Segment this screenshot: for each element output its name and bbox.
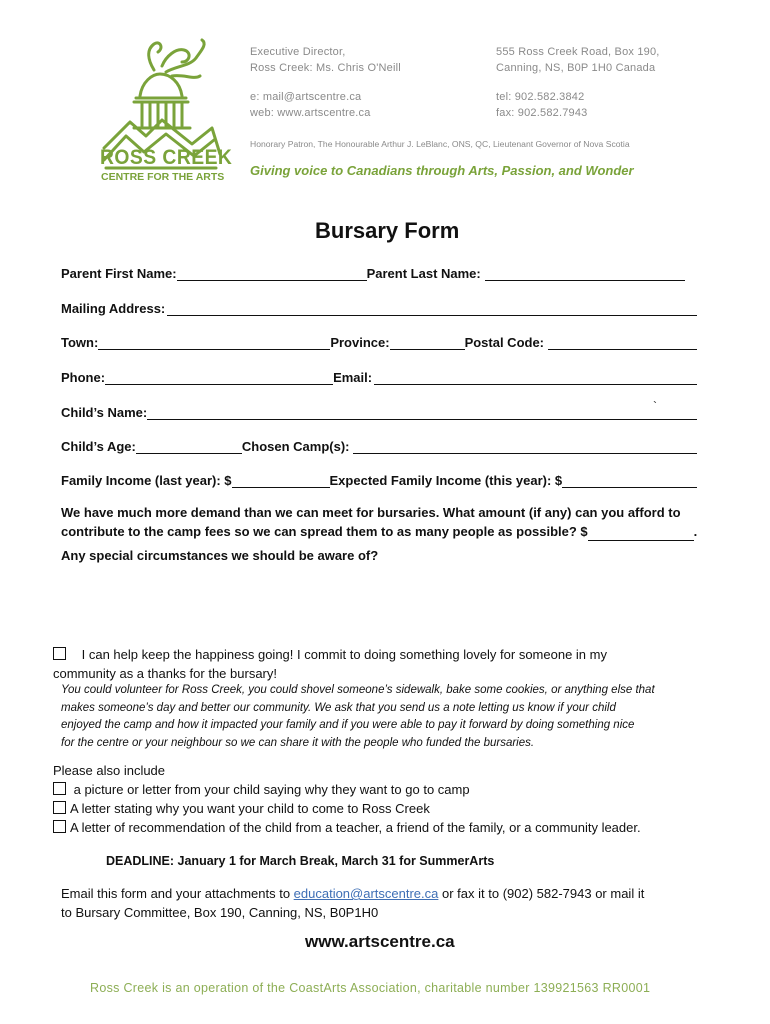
footer-charity: Ross Creek is an operation of the CoastArts Association, charitable number 139921563 RR0001	[90, 981, 651, 995]
commitment-checkbox[interactable]	[53, 647, 66, 660]
include-checkbox-picture[interactable]	[53, 782, 66, 795]
special-circumstances-area[interactable]	[61, 570, 697, 640]
special-circumstances-label: Any special circumstances we should be aware of?	[61, 548, 379, 563]
website[interactable]: www.artscentre.ca	[305, 932, 455, 951]
ross-creek-logo	[96, 36, 233, 186]
parent-first-name-field[interactable]	[177, 266, 367, 281]
province-label: Province:	[330, 335, 390, 350]
stray-mark: `	[653, 399, 657, 413]
parent-last-name-label: Parent Last Name:	[366, 266, 481, 281]
phone-field[interactable]	[105, 370, 333, 385]
row-childs-name	[61, 400, 697, 420]
childs-age-label: Child’s Age:	[61, 439, 136, 454]
demand-paragraph	[61, 503, 711, 541]
header-fax: fax: 902.582.7943	[496, 107, 588, 119]
family-income-field[interactable]	[232, 473, 330, 488]
honorary-patron: Honorary Patron, The Honourable Arthur J. LeBlanc, ONS, QC, Lieutenant Governor of Nova Scotia	[250, 139, 630, 149]
director-name: Ross Creek: Ms. Chris O'Neill	[250, 62, 401, 74]
form-title: Bursary Form	[315, 218, 460, 243]
contact-line-1-pre: Email this form and your attachments to	[61, 886, 294, 901]
email-field[interactable]	[374, 370, 697, 385]
address-line-2: Canning, NS, B0P 1H0 Canada	[496, 62, 656, 74]
row-phone-email	[61, 365, 697, 385]
row-age-camps	[61, 434, 697, 454]
header-tel: tel: 902.582.3842	[496, 91, 585, 103]
volunteer-note-line-4: for the centre or your neighbour so we can share it with the people who funded the bursaries.	[61, 736, 535, 749]
demand-line-2-row	[61, 522, 711, 541]
postal-code-field[interactable]	[548, 335, 697, 350]
include-item-label: a picture or letter from your child saying why they want to go to camp	[70, 782, 470, 797]
expected-income-field[interactable]	[562, 473, 697, 488]
logo-subtitle: CENTRE FOR THE ARTS	[101, 171, 225, 183]
chosen-camps-label: Chosen Camp(s):	[241, 439, 350, 454]
row-parent-names	[61, 261, 697, 281]
parent-last-name-field[interactable]	[485, 266, 685, 281]
family-income-label: Family Income (last year): $	[61, 473, 232, 488]
childs-name-field[interactable]	[147, 399, 697, 420]
commitment-line-2: community as a thanks for the bursary!	[53, 666, 277, 681]
parent-first-name-label: Parent First Name:	[61, 266, 177, 281]
header-web: web: www.artscentre.ca	[250, 107, 371, 119]
include-item-label: A letter of recommendation of the child from a teacher, a friend of the family, or a community leader.	[70, 820, 641, 835]
commitment-line-1: I can help keep the happiness going! I commit to doing something lovely for someone in my	[81, 647, 607, 662]
contact-block	[61, 884, 721, 922]
town-field[interactable]	[98, 335, 330, 350]
education-email-link[interactable]: education@artscentre.ca	[293, 886, 439, 901]
row-mailing-address	[61, 296, 697, 316]
include-checkbox-parent-letter[interactable]	[53, 801, 66, 814]
include-item	[53, 799, 733, 818]
chosen-camps-field[interactable]	[353, 439, 698, 454]
director-title: Executive Director,	[250, 46, 346, 58]
demand-line-end: .	[693, 524, 698, 539]
include-list	[53, 761, 733, 837]
row-town-province	[61, 330, 697, 350]
contact-line-2: to Bursary Committee, Box 190, Canning, NS, B0P1H0	[61, 905, 379, 920]
postal-code-label: Postal Code:	[464, 335, 545, 350]
volunteer-note-line-2: makes someone’s day and better our community. We ask that you send us a note letting us know if your child	[61, 701, 616, 714]
phone-label: Phone:	[61, 370, 106, 385]
include-item-label: A letter stating why you want your child to come to Ross Creek	[70, 801, 430, 816]
mailing-address-label: Mailing Address:	[61, 301, 166, 316]
include-item	[53, 818, 733, 837]
volunteer-note-line-1: You could volunteer for Ross Creek, you could shovel someone’s sidewalk, bake some cookies, or anything else that	[61, 684, 655, 696]
commitment-block	[53, 645, 713, 683]
contribution-amount-field[interactable]	[588, 526, 694, 541]
deadline: DEADLINE: January 1 for March Break, March 31 for SummerArts	[106, 854, 495, 868]
mailing-address-field[interactable]	[167, 301, 697, 316]
volunteer-note	[61, 682, 721, 752]
childs-age-field[interactable]	[136, 439, 242, 454]
header-email: e: mail@artscentre.ca	[250, 91, 362, 103]
include-item	[53, 780, 733, 799]
demand-line-1: We have much more demand than we can meet for bursaries. What amount (if any) can you afford to	[61, 505, 681, 520]
childs-name-label: Child’s Name:	[61, 405, 148, 420]
volunteer-note-line-3: enjoyed the camp and how it impacted your family and if you were able to pay it forward by doing something nice	[61, 719, 635, 731]
province-field[interactable]	[390, 335, 465, 350]
row-income	[61, 468, 697, 488]
address-line-1: 555 Ross Creek Road, Box 190,	[496, 46, 660, 58]
email-label: Email:	[333, 370, 373, 385]
tagline: Giving voice to Canadians through Arts, Passion, and Wonder	[250, 163, 634, 178]
contact-line-1-post: or fax it to (902) 582-7943 or mail it	[438, 886, 645, 901]
expected-income-label: Expected Family Income (this year): $	[329, 473, 563, 488]
town-label: Town:	[61, 335, 99, 350]
include-heading: Please also include	[53, 763, 166, 778]
logo-name: ROSS CREEK	[100, 146, 233, 169]
include-checkbox-recommendation[interactable]	[53, 820, 66, 833]
demand-line-2: contribute to the camp fees so we can spread them to as many people as possible? $	[61, 524, 588, 539]
